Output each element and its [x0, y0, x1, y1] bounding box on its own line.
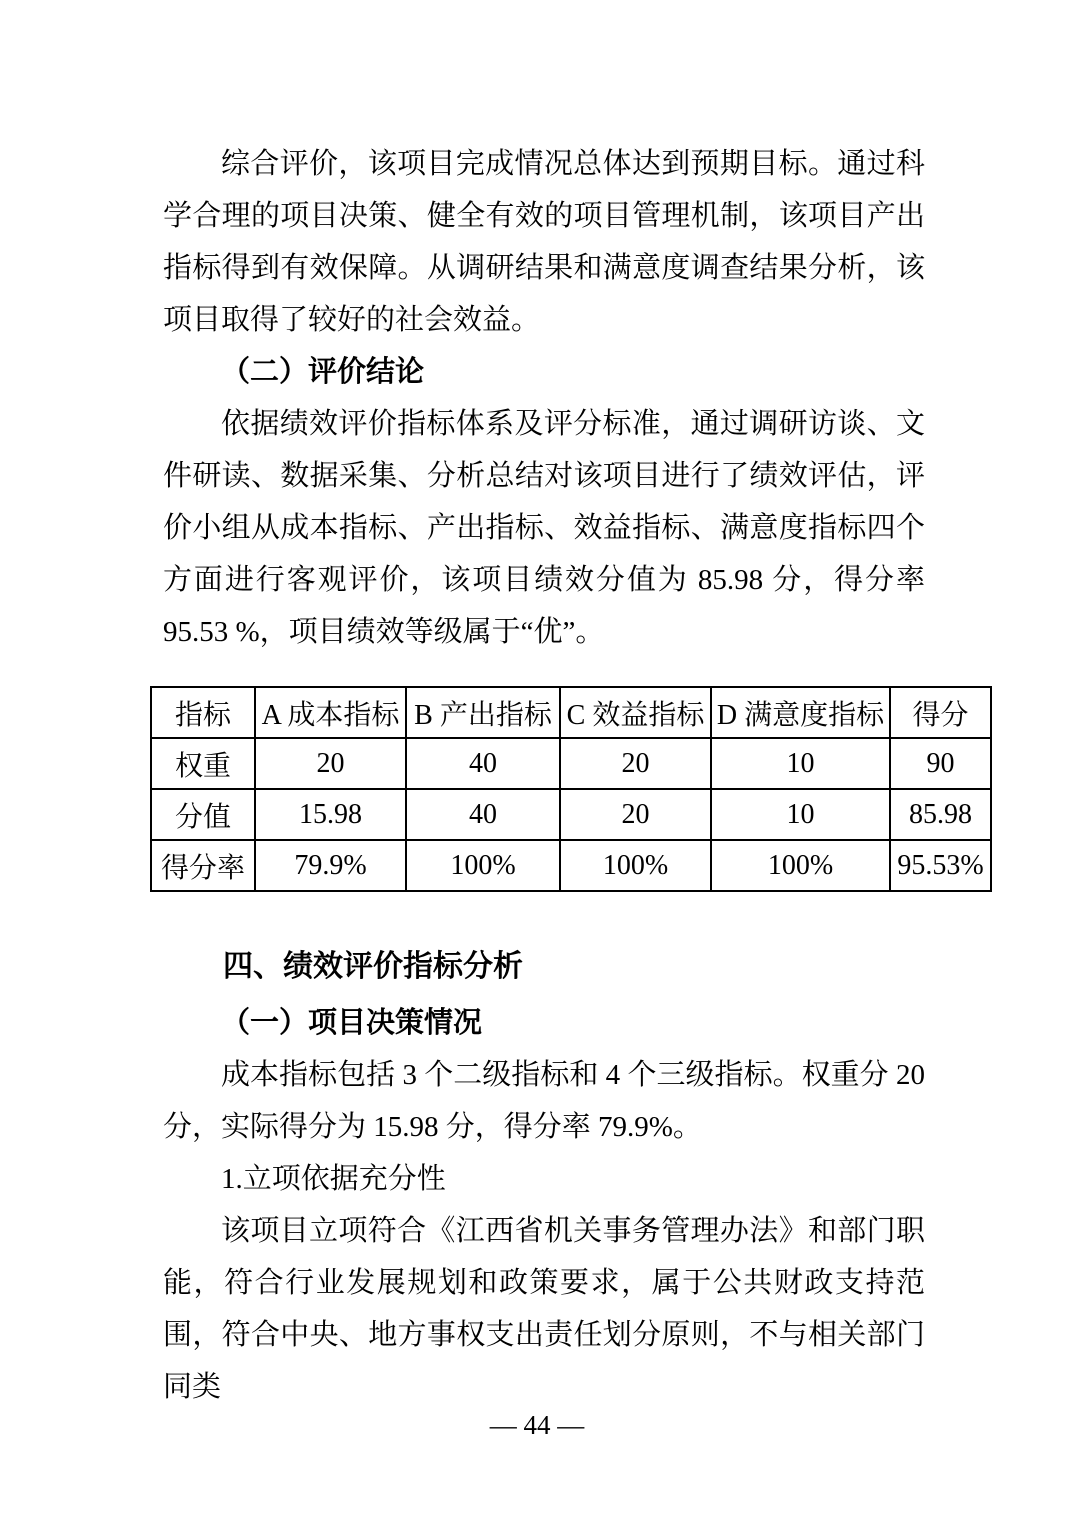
- table-cell: 79.9%: [255, 840, 406, 891]
- table-header-cost: A 成本指标: [255, 687, 406, 738]
- heading-section4-indicator-analysis: 四、绩效评价指标分析: [223, 950, 523, 983]
- score-table-row-weight: [151, 738, 991, 789]
- paragraph-evaluation-conclusion: 依据绩效评价指标体系及评分标准，通过调研访谈、文件研读、数据采集、分析总结对该项目进行了绩效评估，评价小组从成本指标、产出指标、效益指标、满意度指标四个方面进行客观评价，该项目绩效分值为 85.98 分，得分率 95.53 %，项目绩效等级属于“优”。: [163, 408, 925, 648]
- score-table-header-row: [151, 687, 991, 738]
- row-label: 分值: [151, 789, 255, 840]
- table-cell: 85.98: [890, 789, 991, 840]
- row-label: 得分率: [151, 840, 255, 891]
- table-header-indicator: 指标: [151, 687, 255, 738]
- document-content: [160, 138, 984, 1413]
- table-header-satisfaction: D 满意度指标: [711, 687, 890, 738]
- page-number: — 44 —: [489, 1410, 585, 1440]
- score-table: [150, 686, 992, 892]
- table-header-score: 得分: [890, 687, 991, 738]
- heading-evaluation-conclusion: （二）评价结论: [221, 356, 425, 388]
- heading-section4-1-project-decision: （一）项目决策情况: [221, 1007, 483, 1039]
- paragraph-item1-body: 该项目立项符合《江西省机关事务管理办法》和部门职能，符合行业发展规划和政策要求，属于公共财政支持范围，符合中央、地方事权支出责任划分原则，不与相关部门同类: [163, 1215, 925, 1403]
- table-cell: 100%: [560, 840, 711, 891]
- table-cell: 90: [890, 738, 991, 789]
- table-cell: 100%: [711, 840, 890, 891]
- table-header-output: B 产出指标: [406, 687, 560, 738]
- table-cell: 20: [560, 789, 711, 840]
- score-table-row-value: [151, 789, 991, 840]
- table-cell: 20: [255, 738, 406, 789]
- table-cell: 20: [560, 738, 711, 789]
- table-header-benefit: C 效益指标: [560, 687, 711, 738]
- heading-item1-project-basis: 1.立项依据充分性: [221, 1163, 446, 1195]
- paragraph-overall-evaluation: 综合评价，该项目完成情况总体达到预期目标。通过科学合理的项目决策、健全有效的项目管理机制，该项目产出指标得到有效保障。从调研结果和满意度调查结果分析，该项目取得了较好的社会效益。: [163, 148, 925, 336]
- table-cell: 40: [406, 738, 560, 789]
- table-cell: 10: [711, 738, 890, 789]
- table-cell: 15.98: [255, 789, 406, 840]
- table-cell: 10: [711, 789, 890, 840]
- table-cell: 40: [406, 789, 560, 840]
- score-table-row-rate: [151, 840, 991, 891]
- row-label: 权重: [151, 738, 255, 789]
- table-cell: 100%: [406, 840, 560, 891]
- paragraph-cost-indicator-summary: 成本指标包括 3 个二级指标和 4 个三级指标。权重分 20 分，实际得分为 15.98 分，得分率 79.9%。: [163, 1059, 925, 1143]
- table-cell: 95.53%: [890, 840, 991, 891]
